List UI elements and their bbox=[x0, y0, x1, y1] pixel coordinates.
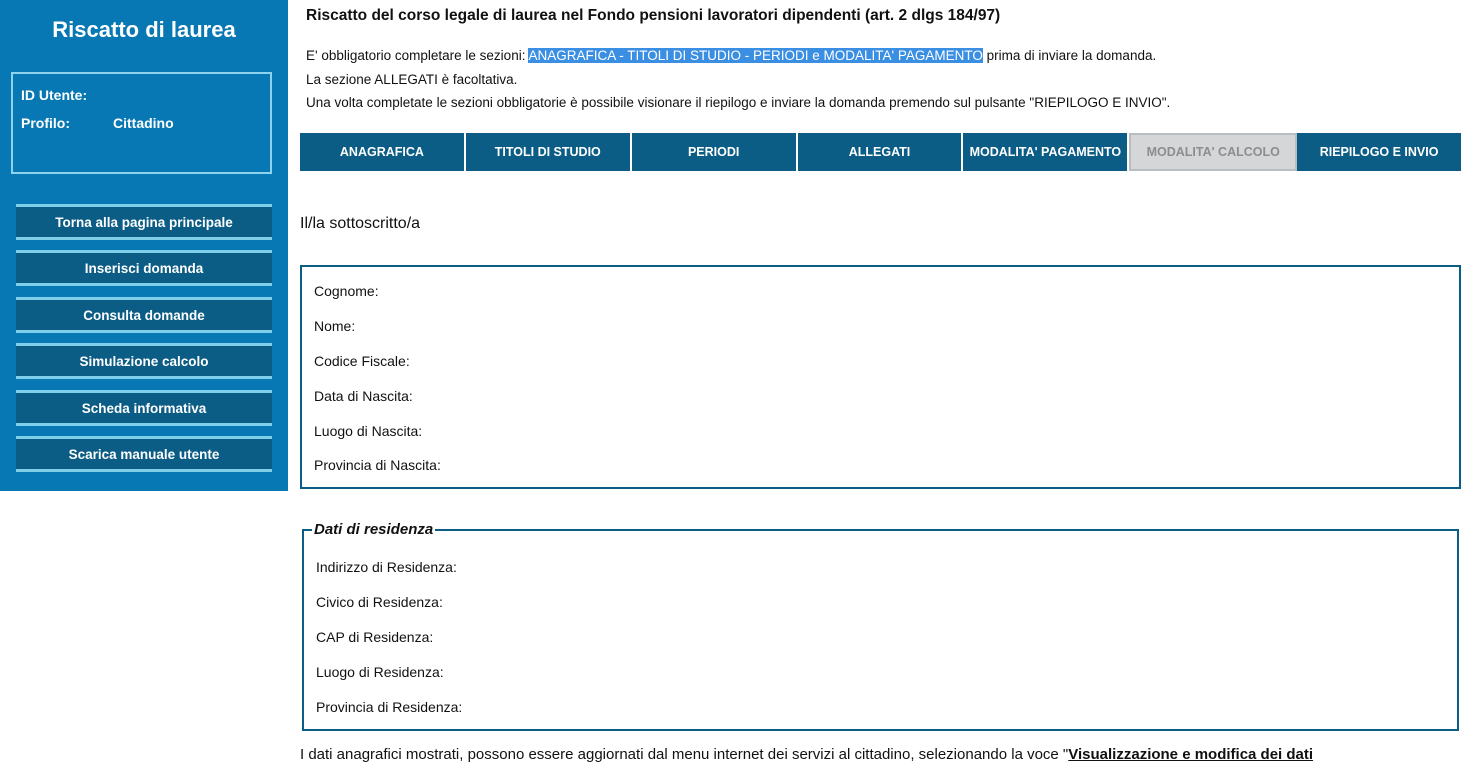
field-indirizzo-residenza: Indirizzo di Residenza: bbox=[316, 559, 457, 575]
nav-insert-request-button[interactable]: Inserisci domanda bbox=[16, 250, 272, 286]
sidebar bbox=[0, 0, 288, 491]
intro-line-1 bbox=[306, 48, 1156, 63]
app-title: Riscatto di laurea bbox=[52, 17, 236, 42]
nav-consult-requests-button[interactable]: Consulta domande bbox=[16, 297, 272, 333]
tab-periodi[interactable]: PERIODI bbox=[632, 133, 798, 171]
field-codice-fiscale: Codice Fiscale: bbox=[314, 353, 410, 369]
field-provincia-residenza: Provincia di Residenza: bbox=[316, 699, 463, 715]
tab-riepilogo-e-invio[interactable]: RIEPILOGO E INVIO bbox=[1319, 145, 1439, 159]
field-data-nascita: Data di Nascita: bbox=[314, 388, 413, 404]
residence-legend: Dati di residenza bbox=[314, 521, 434, 538]
residence-data-box bbox=[302, 521, 1459, 731]
field-nome: Nome: bbox=[314, 318, 356, 334]
personal-data-box bbox=[300, 265, 1461, 489]
nav-simulation-button[interactable]: Simulazione calcolo bbox=[16, 343, 272, 379]
footer-note bbox=[300, 746, 1313, 763]
field-provincia-nascita: Provincia di Nascita: bbox=[314, 457, 441, 473]
user-profile-label: Profilo: bbox=[21, 115, 70, 131]
intro-line-2: La sezione ALLEGATI è facoltativa. bbox=[306, 72, 518, 87]
field-cap-residenza: CAP di Residenza: bbox=[316, 629, 434, 645]
field-luogo-residenza: Luogo di Residenza: bbox=[316, 664, 444, 680]
field-cognome: Cognome: bbox=[314, 283, 379, 299]
tab-titoli-di-studio[interactable]: TITOLI DI STUDIO bbox=[466, 133, 632, 171]
tab-modalita-pagamento[interactable]: MODALITA' PAGAMENTO bbox=[963, 133, 1129, 171]
tab-anagrafica[interactable]: ANAGRAFICA bbox=[300, 133, 466, 171]
section-tabs bbox=[300, 133, 1461, 171]
nav-download-manual-button[interactable]: Scarica manuale utente bbox=[16, 436, 272, 472]
user-id-row bbox=[21, 87, 113, 103]
subscriber-label: Il/la sottoscritto/a bbox=[300, 215, 421, 232]
intro-highlight: ANAGRAFICA - TITOLI DI STUDIO - PERIODI e MODALITA' PAGAMENTO bbox=[528, 48, 983, 63]
footer-note-text: I dati anagrafici mostrati, possono essere aggiornati dal menu internet dei servizi al cittadino, selezionando la voce " bbox=[300, 746, 1069, 763]
nav-home-button[interactable]: Torna alla pagina principale bbox=[16, 204, 272, 240]
tab-allegati[interactable]: ALLEGATI bbox=[798, 133, 964, 171]
page-title: Riscatto del corso legale di laurea nel Fondo pensioni lavoratori dipendenti (art. 2 dlgs 184/97) bbox=[306, 7, 1001, 24]
intro-line-1-post: prima di inviare la domanda. bbox=[982, 48, 1157, 63]
field-luogo-nascita: Luogo di Nascita: bbox=[314, 423, 423, 439]
user-id-label: ID Utente: bbox=[21, 87, 88, 103]
tab-modalita-calcolo[interactable]: MODALITA' CALCOLO bbox=[1129, 133, 1297, 171]
user-info-box bbox=[11, 72, 272, 174]
profile-edit-link[interactable]: Visualizzazione e modifica dei dati bbox=[1068, 746, 1314, 763]
nav-info-sheet-button[interactable]: Scheda informativa bbox=[16, 390, 272, 426]
intro-line-3: Una volta completate le sezioni obbligatorie è possibile visionare il riepilogo e inviare la domanda premendo sul pulsante "RIEPILOGO E INVIO". bbox=[306, 95, 1171, 110]
field-civico-residenza: Civico di Residenza: bbox=[316, 594, 443, 610]
user-profile-row bbox=[21, 115, 174, 131]
user-profile-value: Cittadino bbox=[113, 115, 174, 131]
intro-line-1-pre: E' obbligatorio completare le sezioni: bbox=[306, 48, 529, 63]
